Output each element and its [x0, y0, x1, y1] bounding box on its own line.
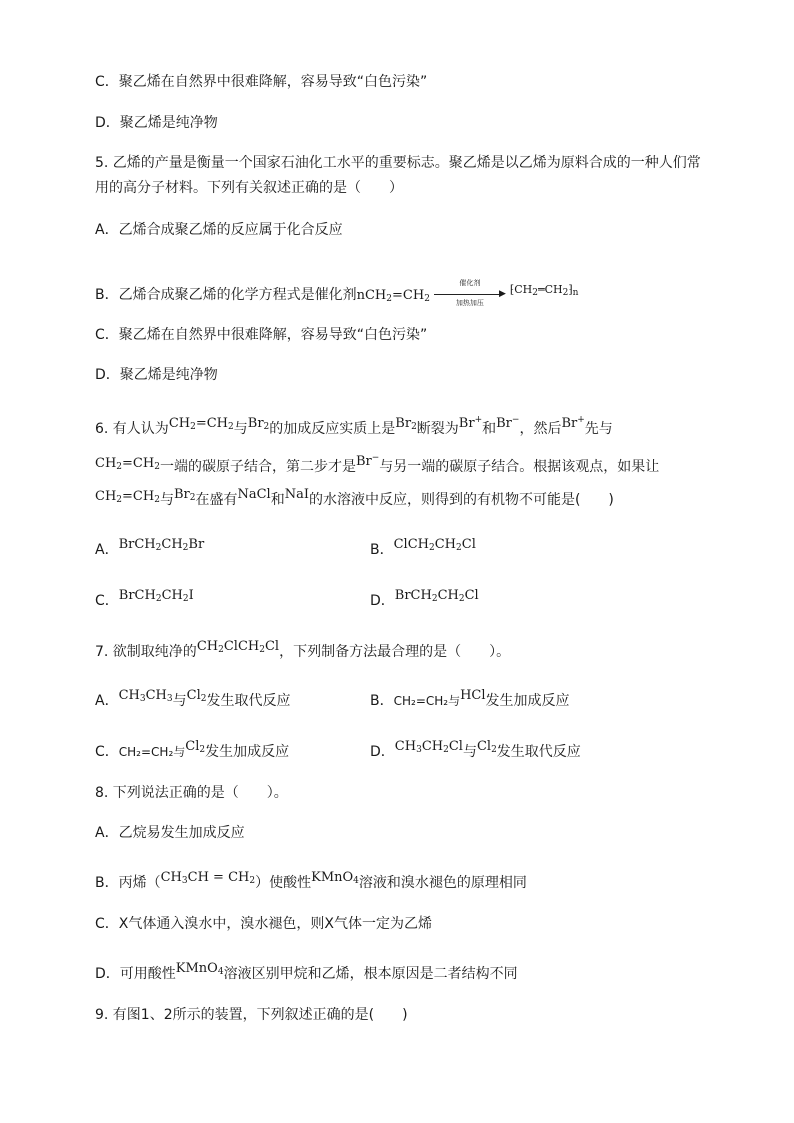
q8-option-a: A．乙烷易发生加成反应 — [95, 825, 245, 841]
q4-option-c: C．聚乙烯在自然界中很难降解，容易导致“白色污染” — [95, 74, 428, 90]
q8-option-b: B．丙烯$(CH_3CH = CH_2)$使酸性KMnO$_4$溶液和溴水褪色的原理相同 — [95, 870, 527, 891]
q6-option-d-formula: $BrCH_2CH_2Cl$ — [394, 588, 479, 604]
formula-cl2: $Cl_2$ — [186, 688, 207, 704]
q6-option-a-formula: $BrCH_2CH_2Br$ — [118, 537, 205, 553]
formula-br2: $Br_2$ — [247, 416, 270, 432]
q7-options-row2 — [95, 739, 581, 766]
formula-ch3ch2cl: $CH_3CH_2Cl$ — [394, 739, 463, 755]
q5-stem-line2: 用的高分子材料。下列有关叙述正确的是（ ） — [95, 180, 403, 196]
q6-stem-line3: $CH_2=CH_2$与$Br_2$在盛有NaCl和NaI的水溶液中反应，则得到的有机物不可能是( ) — [95, 487, 614, 508]
q6-option-c-formula: $BrCH_2CH_2I$ — [118, 588, 194, 604]
q4-option-d: D．聚乙烯是纯净物 — [95, 115, 218, 131]
q6-option-b: B．$ClCH_2CH_2Cl$ — [370, 537, 476, 558]
q5-b-reactant: $nCH_2=CH_2$ — [356, 288, 430, 304]
formula-kmno4: KMnO$_4$ — [175, 961, 224, 977]
q6-options-row2 — [95, 588, 479, 615]
formula-ethene: $CH_2=CH_2$ — [95, 456, 160, 472]
q5-option-b-text: B．乙烯合成聚乙烯的化学方程式是催化剂 — [95, 287, 357, 303]
formula-cl2: $Cl_2$ — [185, 739, 206, 755]
q8-stem: 8. 下列说法正确的是（ ）。 — [95, 785, 288, 801]
q5-option-c: C．聚乙烯在自然界中很难降解，容易导致“白色污染” — [95, 327, 428, 343]
formula-ethene: $CH_2=CH_2$ — [168, 416, 234, 432]
q6-stem-line1: 6. 有人认为$CH_2=CH_2$与$Br_2$的加成反应实质上是$Br_2$断裂为Br+和Br−，然后Br+先与 — [95, 415, 613, 437]
q5-option-b — [95, 279, 579, 309]
q7-option-b: B．CH₂=CH₂与HCl发生加成反应 — [370, 688, 570, 709]
q6-option-d: D．$BrCH_2CH_2Cl$ — [370, 588, 479, 609]
q7-stem: 7. 欲制取纯净的$CH_2ClCH_2Cl$，下列制备方法最合理的是（ ）。 — [95, 639, 511, 660]
q5-option-a: A．乙烯合成聚乙烯的反应属于化合反应 — [95, 222, 343, 238]
q6-stem-line2: $CH_2=CH_2$一端的碳原子结合，第二步才是Br−与另一端的碳原子结合。根据该观点，如果让 — [95, 453, 660, 475]
q5-b-product: ⁅CH2═CH2⁆n — [509, 283, 579, 298]
q7-options-row1 — [95, 688, 570, 715]
q7-option-a: A．$CH_3CH_3$与$Cl_2$发生取代反应 — [95, 688, 291, 709]
formula-br-plus: Br+ — [561, 415, 585, 431]
formula-nai: NaI — [284, 487, 309, 502]
reaction-condition-bottom: 加热加压 — [455, 299, 484, 307]
q6-option-b-formula: $ClCH_2CH_2Cl$ — [393, 537, 476, 553]
formula-ethene: $CH_2=CH_2$ — [95, 489, 160, 505]
formula-br-minus: Br− — [496, 415, 520, 431]
formula-ethane: $CH_3CH_3$ — [118, 688, 173, 704]
formula-ch2clch2cl: $CH_2ClCH_2Cl$ — [196, 639, 280, 655]
q7-option-d: D．$CH_3CH_2Cl$与$Cl_2$发生取代反应 — [370, 739, 581, 760]
formula-br2: $Br_2$ — [395, 416, 417, 432]
q8-option-d: D．可用酸性KMnO$_4$溶液区别甲烷和乙烯，根本原因是二者结构不同 — [95, 961, 518, 982]
formula-nacl: NaCl — [237, 487, 271, 502]
formula-br-minus: Br− — [355, 453, 380, 469]
q5-stem-line1: 5. 乙烯的产量是衡量一个国家石油化工水平的重要标志。聚乙烯是以乙烯为原料合成的一种人们常 — [95, 155, 701, 171]
q6-option-c: C．$BrCH_2CH_2I$ — [95, 588, 194, 609]
q5-option-d: D．聚乙烯是纯净物 — [95, 367, 218, 383]
formula-cl2: $Cl_2$ — [476, 739, 497, 755]
formula-kmno4: KMnO$_4$ — [311, 870, 359, 886]
reaction-arrow: 催化剂 ▶ 加热加压 — [434, 285, 506, 305]
formula-br-plus: Br+ — [458, 415, 483, 431]
formula-hcl: HCl — [460, 688, 486, 703]
formula-br2: $Br_2$ — [173, 487, 196, 503]
q6-option-a: A．$BrCH_2CH_2Br$ — [95, 537, 205, 558]
q8-option-c: C．X气体通入溴水中，溴水褪色，则X气体一定为乙烯 — [95, 916, 432, 932]
q9-stem: 9. 有图1、2所示的装置，下列叙述正确的是( ) — [95, 1007, 408, 1023]
q7-option-c: C．CH₂=CH₂与$Cl_2$发生加成反应 — [95, 739, 290, 760]
q6-options-row1 — [95, 537, 476, 564]
formula-propene: $CH_3CH = CH_2$ — [160, 870, 256, 886]
reaction-condition-top: 催化剂 — [459, 279, 481, 287]
